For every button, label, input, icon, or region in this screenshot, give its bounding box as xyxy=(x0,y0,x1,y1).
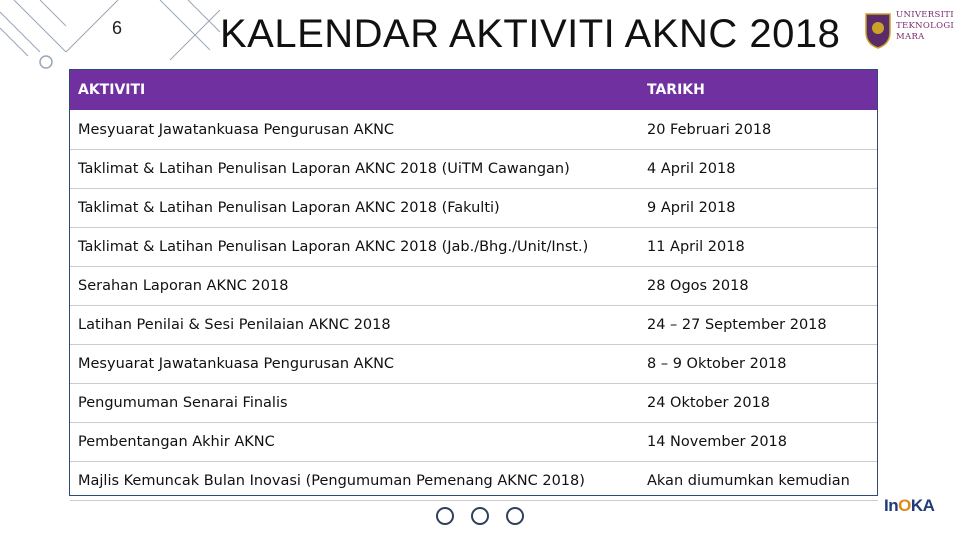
table-row xyxy=(70,189,878,228)
decor-circle-icon xyxy=(40,56,52,68)
logo-line-2: TEKNOLOGI xyxy=(896,21,955,31)
header-tarikh: TARIKH xyxy=(639,70,878,111)
table-row xyxy=(70,345,878,384)
circle-icon xyxy=(471,507,489,525)
header-aktiviti: AKTIVITI xyxy=(70,70,639,111)
brand-prefix: In xyxy=(884,496,899,515)
page-title: KALENDAR AKTIVITI AKNC 2018 xyxy=(220,12,841,56)
logo-line-3: MARA xyxy=(896,32,925,42)
cell-tarikh: 11 April 2018 xyxy=(639,228,878,267)
nav-next-button[interactable] xyxy=(506,507,524,525)
university-name xyxy=(896,10,954,43)
brand-suffix: KA xyxy=(910,496,935,515)
slide-number: 6 xyxy=(112,18,123,38)
cell-tarikh: 20 Februari 2018 xyxy=(639,111,878,150)
table-row xyxy=(70,306,878,345)
cell-tarikh: 28 Ogos 2018 xyxy=(639,267,878,306)
activity-calendar-table xyxy=(70,70,878,501)
table-row xyxy=(70,384,878,423)
cell-aktiviti: Pembentangan Akhir AKNC xyxy=(70,423,639,462)
cell-tarikh: 24 Oktober 2018 xyxy=(639,384,878,423)
cell-aktiviti: Pengumuman Senarai Finalis xyxy=(70,384,639,423)
table-header-row xyxy=(70,70,878,111)
cell-aktiviti: Mesyuarat Jawatankuasa Pengurusan AKNC xyxy=(70,345,639,384)
circle-icon xyxy=(506,507,524,525)
cell-aktiviti: Latihan Penilai & Sesi Penilaian AKNC 2018 xyxy=(70,306,639,345)
corner-decoration xyxy=(0,0,220,80)
cell-tarikh: 24 – 27 September 2018 xyxy=(639,306,878,345)
cell-tarikh: Akan diumumkan kemudian xyxy=(639,462,878,501)
table-row xyxy=(70,228,878,267)
cell-aktiviti: Taklimat & Latihan Penulisan Laporan AKNC 2018 (Fakulti) xyxy=(70,189,639,228)
cell-aktiviti: Majlis Kemuncak Bulan Inovasi (Pengumuman Pemenang AKNC 2018) xyxy=(70,462,639,501)
table-row xyxy=(70,462,878,501)
logo-line-1: UNIVERSITI xyxy=(896,10,954,20)
cell-tarikh: 8 – 9 Oktober 2018 xyxy=(639,345,878,384)
table-row xyxy=(70,150,878,189)
table-row xyxy=(70,267,878,306)
inoka-logo xyxy=(884,496,934,516)
cell-aktiviti: Taklimat & Latihan Penulisan Laporan AKNC 2018 (UiTM Cawangan) xyxy=(70,150,639,189)
cell-tarikh: 4 April 2018 xyxy=(639,150,878,189)
table-row xyxy=(70,423,878,462)
cell-aktiviti: Mesyuarat Jawatankuasa Pengurusan AKNC xyxy=(70,111,639,150)
table-row xyxy=(70,111,878,150)
nav-prev-button[interactable] xyxy=(436,507,454,525)
cell-tarikh: 14 November 2018 xyxy=(639,423,878,462)
cell-aktiviti: Taklimat & Latihan Penulisan Laporan AKNC 2018 (Jab./Bhg./Unit/Inst.) xyxy=(70,228,639,267)
nav-home-button[interactable] xyxy=(471,507,489,525)
cell-tarikh: 9 April 2018 xyxy=(639,189,878,228)
brand-o: O xyxy=(898,496,911,515)
cell-aktiviti: Serahan Laporan AKNC 2018 xyxy=(70,267,639,306)
circle-icon xyxy=(436,507,454,525)
